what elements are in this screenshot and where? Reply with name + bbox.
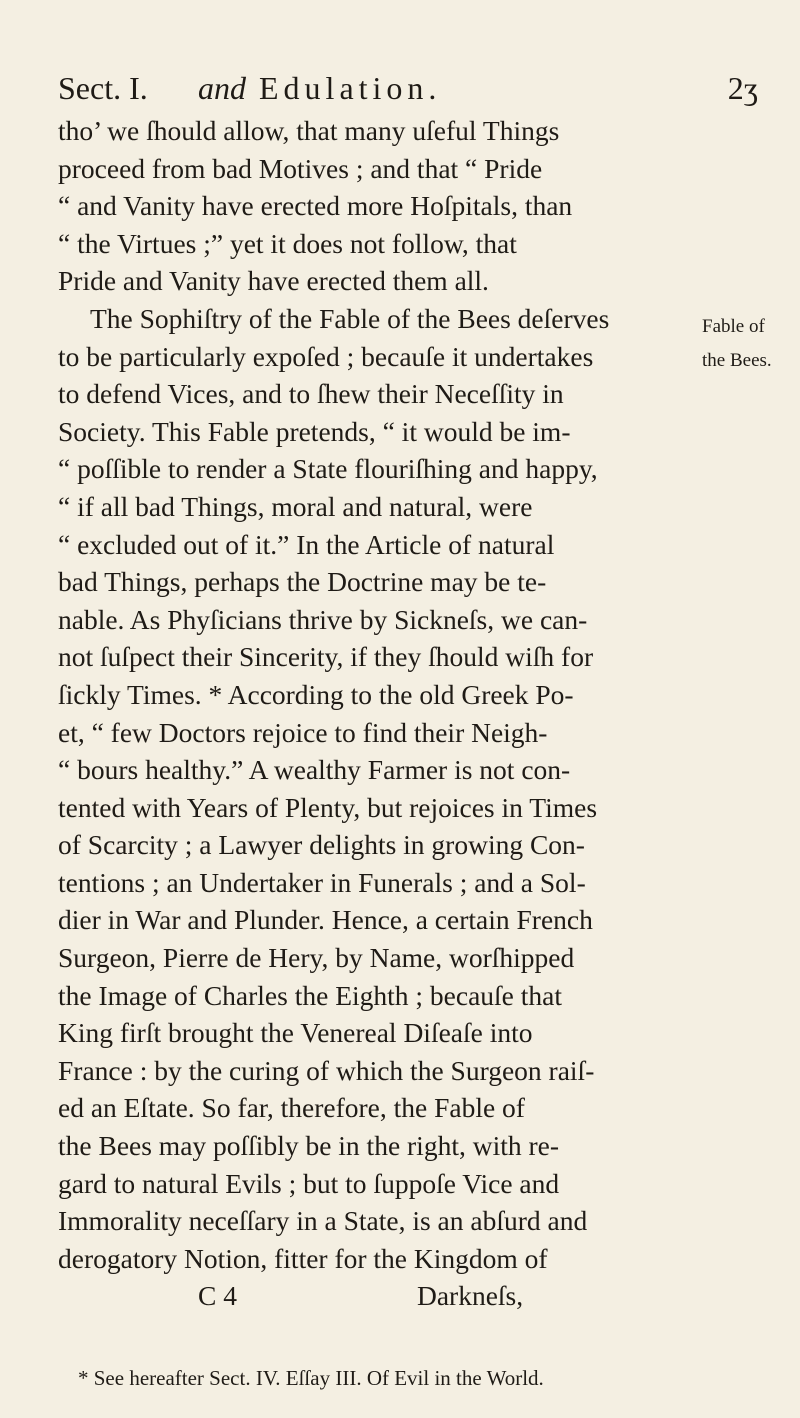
margin-note-line: Fable of — [702, 316, 765, 337]
text-line: et, “ few Doctors rejoice to find their Neigh- — [58, 716, 548, 748]
running-title-text: Edulation. — [259, 70, 442, 106]
text-line: “ excluded out of it.” In the Article of natural — [58, 528, 555, 560]
text-line: bad Things, perhaps the Doctrine may be te- — [58, 566, 547, 598]
text-line: Society. This Fable pretends, “ it would be im- — [58, 415, 571, 447]
text-line: The Sophiſtry of the Fable of the Bees deſerves — [90, 302, 610, 334]
text-line: derogatory Notion, fitter for the Kingdom of — [58, 1242, 548, 1274]
page-number: 2ʒ — [727, 70, 758, 106]
text-line: tho’ we ſhould allow, that many uſeful Things — [58, 115, 560, 146]
text-line: Surgeon, Pierre de Hery, by Name, worſhipped — [58, 942, 575, 974]
text-line: ſickly Times. * According to the old Greek Po- — [58, 678, 574, 710]
text-line: to defend Vices, and to ſhew their Neceſſity in — [58, 378, 564, 410]
text-line: “ poſſible to render a State flouriſhing and happy, — [58, 453, 598, 485]
text-line: gard to natural Evils ; but to ſuppoſe Vice and — [58, 1167, 560, 1199]
footnote: * See hereafter Sect. IV. Eſſay III. Of Evil in the World. — [78, 1366, 544, 1390]
text-line: not ſuſpect their Sincerity, if they ſhould wiſh for — [58, 641, 594, 673]
text-line: the Image of Charles the Eighth ; becauſe that — [58, 979, 562, 1011]
running-title-italic: and — [198, 70, 246, 106]
text-line: tentions ; an Undertaker in Funerals ; and a Sol- — [58, 866, 586, 898]
text-line: dier in War and Plunder. Hence, a certain French — [58, 904, 593, 936]
text-line: ed an Eſtate. So far, therefore, the Fable of — [58, 1092, 525, 1124]
text-line: the Bees may poſſibly be in the right, with re- — [58, 1130, 560, 1162]
running-header — [58, 64, 758, 112]
text-line: “ the Virtues ;” yet it does not follow, that — [58, 227, 517, 259]
text-line: France : by the curing of which the Surgeon raiſ- — [58, 1054, 595, 1086]
text-line: nable. As Phyſicians thrive by Sickneſs, we can- — [58, 603, 588, 635]
running-title — [198, 64, 441, 112]
text-line: “ if all bad Things, moral and natural, were — [58, 490, 533, 522]
text-line: tented with Years of Plenty, but rejoices in Times — [58, 791, 598, 823]
text-line: King firſt brought the Venereal Diſeaſe into — [58, 1017, 533, 1049]
signature-mark: C 4 — [198, 1280, 237, 1312]
main-text — [58, 112, 754, 1315]
text-line: proceed from bad Motives ; and that “ Pride — [58, 152, 543, 184]
text-line: “ bours healthy.” A wealthy Farmer is not con- — [58, 754, 571, 786]
text-line: Pride and Vanity have erected them all. — [58, 265, 489, 297]
text-line: of Scarcity ; a Lawyer delights in growing Con- — [58, 829, 585, 861]
signature-line — [58, 1277, 754, 1315]
section-label: Sect. I. — [58, 70, 148, 106]
catchword: Darkneſs, — [416, 1280, 524, 1312]
text-line: “ and Vanity have erected more Hoſpitals, than — [58, 190, 573, 222]
text-line: to be particularly expoſed ; becauſe it undertakes — [58, 340, 594, 372]
text-line: Immorality neceſſary in a State, is an abſurd and — [58, 1205, 588, 1237]
margin-note-line: the Bees. — [702, 350, 772, 371]
